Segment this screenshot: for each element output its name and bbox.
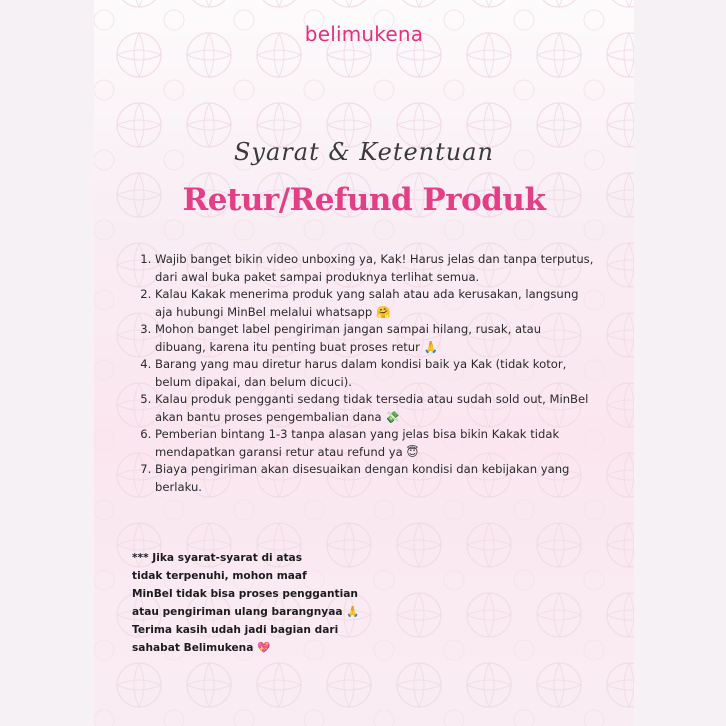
script-title: Syarat & Ketentuan	[233, 138, 494, 166]
rules-list	[136, 251, 595, 496]
rule-text: Biaya pengiriman akan disesuaikan dengan kondisi dan kebijakan yang berlaku.	[155, 462, 570, 494]
note-line: sahabat Belimukena 💖	[132, 642, 271, 654]
brand-logo: belimukena	[304, 22, 424, 46]
rule-item	[155, 286, 595, 321]
rule-text: Kalau produk pengganti sedang tidak tersedia atau sudah sold out, MinBel akan bantu proses pengembalian dana 💸	[155, 392, 589, 424]
rule-item	[155, 461, 595, 496]
rule-text: Kalau Kakak menerima produk yang salah atau ada kerusakan, langsung aja hubungi MinBel melalui whatsapp 🤗	[155, 287, 579, 319]
closing-note	[132, 549, 382, 657]
rule-item	[155, 251, 595, 286]
note-line: *** Jika syarat-syarat di atas	[132, 552, 303, 564]
page-title: Retur/Refund Produk	[182, 182, 546, 218]
rule-item	[155, 426, 595, 461]
rule-text: Barang yang mau diretur harus dalam kondisi baik ya Kak (tidak kotor, belum dipakai, dan belum dicuci).	[155, 357, 567, 389]
note-line: tidak terpenuhi, mohon maaf	[132, 570, 307, 582]
info-card	[94, 0, 634, 726]
rule-item	[155, 321, 595, 356]
rule-text: Pemberian bintang 1-3 tanpa alasan yang jelas bisa bikin Kakak tidak mendapatkan garansi retur atau refund ya 😇	[155, 427, 560, 459]
note-line: Terima kasih udah jadi bagian dari	[132, 624, 339, 636]
rule-text: Wajib banget bikin video unboxing ya, Kak! Harus jelas dan tanpa terputus, dari awal buka paket sampai produknya terlihat semua.	[155, 252, 594, 284]
rule-item	[155, 391, 595, 426]
note-line: MinBel tidak bisa proses penggantian	[132, 588, 358, 600]
rule-item	[155, 356, 595, 391]
rule-text: Mohon banget label pengiriman jangan sampai hilang, rusak, atau dibuang, karena itu penting buat proses retur 🙏	[155, 322, 542, 354]
note-line: atau pengiriman ulang barangnyaa 🙏	[132, 606, 360, 618]
